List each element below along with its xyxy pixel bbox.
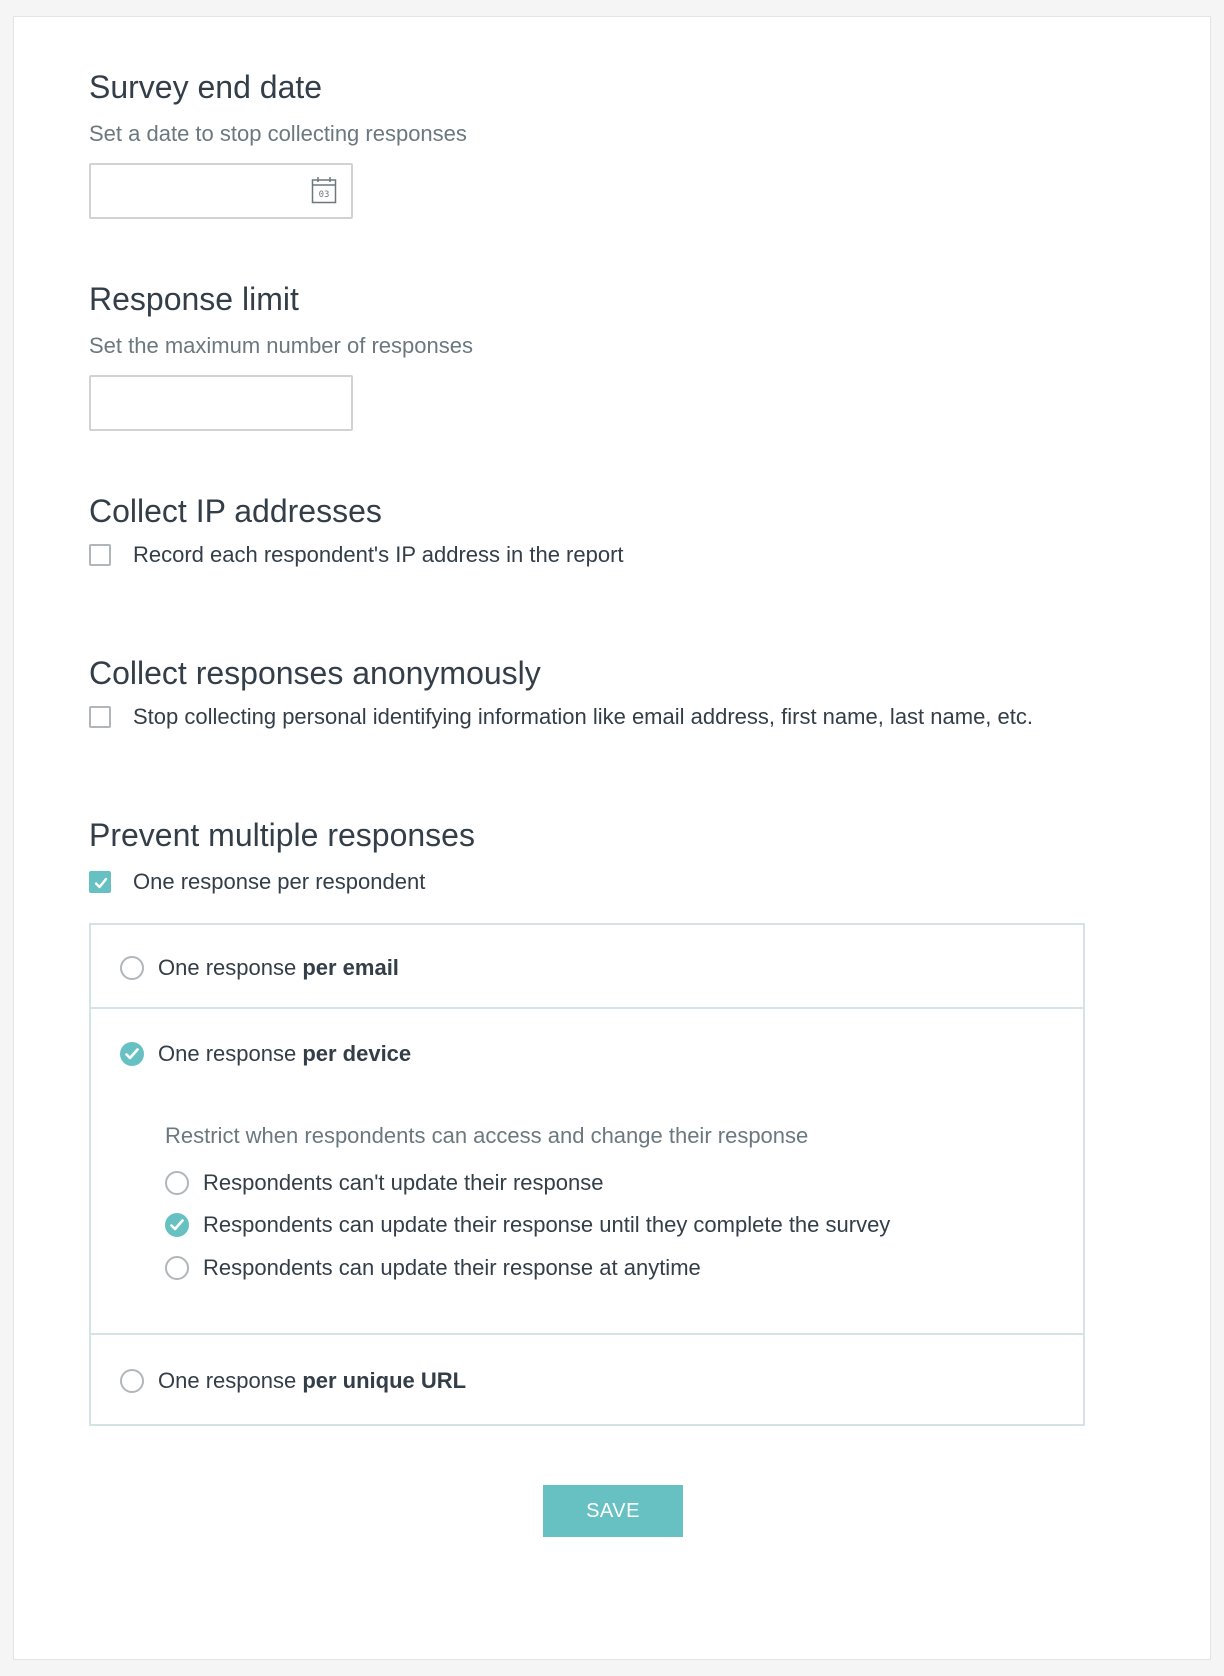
divider bbox=[91, 1333, 1083, 1335]
per-device-label[interactable]: One response per device bbox=[158, 1041, 412, 1066]
save-button[interactable]: SAVE bbox=[543, 1485, 683, 1537]
no-update-radio[interactable] bbox=[165, 1171, 189, 1195]
restrict-option-no-update[interactable] bbox=[165, 1170, 603, 1196]
settings-card bbox=[13, 16, 1211, 1660]
anonymous-section bbox=[89, 655, 1033, 730]
per-email-radio[interactable] bbox=[120, 956, 144, 980]
end-date-input[interactable] bbox=[89, 163, 353, 219]
per-unique-url-radio[interactable] bbox=[120, 1369, 144, 1393]
per-device-radio[interactable] bbox=[120, 1042, 144, 1066]
response-limit-heading: Response limit bbox=[89, 281, 299, 317]
prevent-multiple-heading: Prevent multiple responses bbox=[89, 817, 475, 853]
restrict-option-anytime[interactable] bbox=[165, 1255, 701, 1281]
checkmark-icon bbox=[170, 1219, 184, 1231]
calendar-day: 03 bbox=[318, 190, 330, 200]
collect-ip-heading: Collect IP addresses bbox=[89, 493, 382, 529]
anytime-label[interactable]: Respondents can update their response at anytime bbox=[203, 1255, 701, 1280]
response-limit-section bbox=[89, 281, 473, 431]
option-per-device[interactable] bbox=[120, 1041, 411, 1067]
collect-ip-row[interactable] bbox=[89, 542, 624, 568]
until-complete-label[interactable]: Respondents can update their response until they complete the survey bbox=[203, 1212, 891, 1237]
checkmark-icon bbox=[125, 1048, 139, 1060]
anonymous-checkbox[interactable] bbox=[89, 706, 111, 728]
per-unique-url-label[interactable]: One response per unique URL bbox=[158, 1368, 467, 1393]
anonymous-heading: Collect responses anonymously bbox=[89, 655, 541, 691]
end-date-heading: Survey end date bbox=[89, 69, 323, 105]
prevent-multiple-checkbox[interactable] bbox=[89, 871, 111, 893]
prevent-multiple-section bbox=[89, 817, 475, 895]
end-date-subtext: Set a date to stop collecting responses bbox=[89, 121, 467, 146]
until-complete-radio[interactable] bbox=[165, 1213, 189, 1237]
divider bbox=[91, 1007, 1083, 1009]
checkmark-icon bbox=[94, 876, 108, 890]
option-per-email[interactable] bbox=[120, 955, 399, 981]
anytime-radio[interactable] bbox=[165, 1256, 189, 1280]
anonymous-row[interactable] bbox=[89, 704, 1033, 730]
response-limit-input[interactable] bbox=[89, 375, 353, 431]
restrict-subtext: Restrict when respondents can access and change their response bbox=[165, 1123, 809, 1148]
response-options-panel bbox=[89, 923, 1085, 1426]
restrict-option-until-complete[interactable] bbox=[165, 1212, 890, 1238]
collect-ip-checkbox[interactable] bbox=[89, 544, 111, 566]
per-email-label[interactable]: One response per email bbox=[158, 955, 399, 980]
end-date-section bbox=[89, 69, 467, 219]
collect-ip-label[interactable]: Record each respondent's IP address in the report bbox=[133, 542, 624, 567]
collect-ip-section bbox=[89, 493, 624, 568]
no-update-label[interactable]: Respondents can't update their response bbox=[203, 1170, 604, 1195]
option-per-unique-url[interactable] bbox=[120, 1368, 466, 1394]
calendar-icon[interactable] bbox=[311, 176, 337, 204]
response-limit-subtext: Set the maximum number of responses bbox=[89, 333, 473, 358]
anonymous-label[interactable]: Stop collecting personal identifying information like email address, first name, last name, etc. bbox=[133, 704, 1033, 729]
prevent-multiple-row[interactable] bbox=[89, 869, 475, 895]
prevent-multiple-label[interactable]: One response per respondent bbox=[133, 869, 426, 894]
